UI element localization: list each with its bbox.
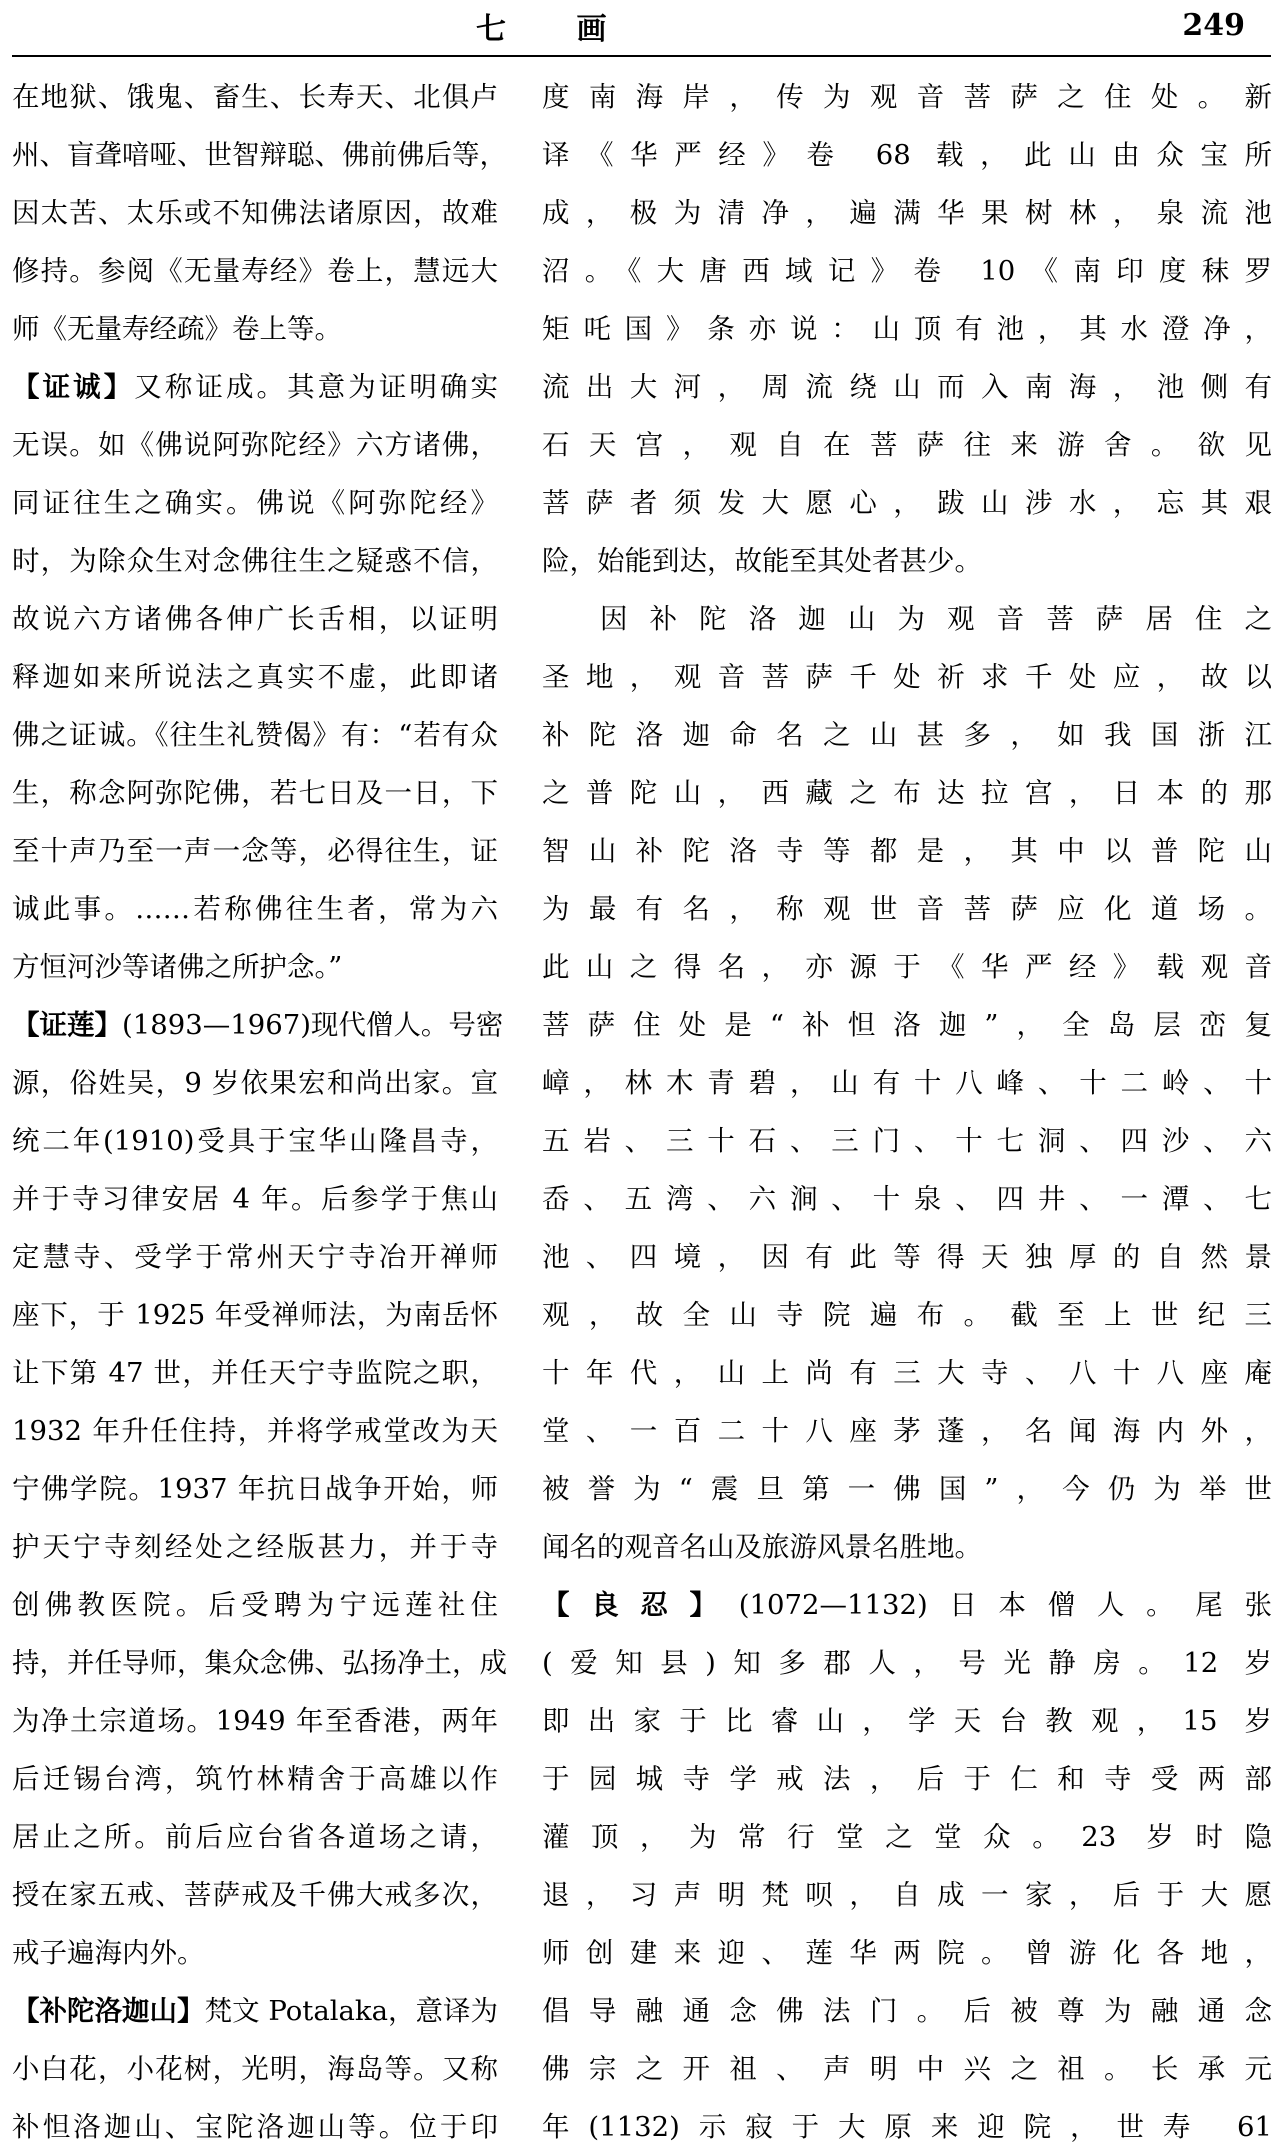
running-header xyxy=(0,0,1279,62)
text-line xyxy=(12,1228,498,1286)
line-text: 为最有名，称观世音菩萨应化道场。 xyxy=(542,893,1272,925)
text-line xyxy=(12,996,504,1054)
line-text: 灌顶，为常行堂之堂众。23 岁时隐 xyxy=(542,1821,1272,1853)
text-line xyxy=(542,126,1272,184)
entry-headword: 【证莲】 xyxy=(12,1009,122,1041)
line-text: 生，称念阿弥陀佛，若七日及一日，下 xyxy=(12,777,498,809)
text-line xyxy=(12,1402,498,1460)
line-text: 此山之得名，亦源于《华严经》载观音 xyxy=(542,951,1272,983)
text-line xyxy=(542,822,1272,880)
text-line xyxy=(542,242,1272,300)
text-line xyxy=(542,1402,1272,1460)
text-line xyxy=(12,1692,498,1750)
text-line xyxy=(12,648,498,706)
text-line xyxy=(542,590,1272,648)
text-line xyxy=(12,126,507,184)
line-text: 梵文 Potalaka，意译为 xyxy=(204,1995,498,2027)
line-text: 于园城寺学戒法，后于仁和寺受两部 xyxy=(542,1763,1272,1795)
text-line xyxy=(542,1750,1272,1808)
text-line xyxy=(542,1924,1272,1982)
text-line xyxy=(12,2040,498,2098)
text-line xyxy=(542,2040,1272,2098)
line-text: 小白花，小花树，光明，海岛等。又称 xyxy=(12,2053,498,2085)
line-text: (1893—1967)现代僧人。号密 xyxy=(122,1009,504,1041)
text-line xyxy=(542,1576,1272,1634)
page-number: 249 xyxy=(1182,8,1245,43)
line-text: 岙、五湾、六涧、十泉、四井、一潭、七 xyxy=(542,1183,1272,1215)
line-text: 1932 年升任住持，并将学戒堂改为天 xyxy=(12,1415,498,1447)
text-line xyxy=(542,1286,1272,1344)
text-line xyxy=(542,1112,1272,1170)
text-line xyxy=(542,532,1272,590)
text-line xyxy=(12,822,498,880)
line-text: 流出大河，周流绕山而入南海，池侧有 xyxy=(542,371,1272,403)
line-text: 居止之所。前后应台省各道场之请， xyxy=(12,1821,498,1853)
text-line xyxy=(12,1460,498,1518)
line-text: 年(1132)示寂于大原来迎院，世寿 61 xyxy=(542,2111,1272,2143)
entry-headword: 【补陀洛迦山】 xyxy=(12,1995,205,2027)
line-text: 又称证成。其意为证明确实 xyxy=(134,371,499,403)
line-text: 为净土宗道场。1949 年至香港，两年 xyxy=(12,1705,498,1737)
text-line xyxy=(542,416,1272,474)
text-line xyxy=(12,1750,498,1808)
line-text: 度南海岸，传为观音菩萨之住处。新 xyxy=(542,81,1272,113)
line-text: 后迁锡台湾，筑竹林精舍于高雄以作 xyxy=(12,1763,498,1795)
text-line xyxy=(542,1982,1272,2040)
line-text: 圣地，观音菩萨千处祈求千处应，故以 xyxy=(542,661,1272,693)
line-text: 石天宫，观自在菩萨往来游舍。欲见 xyxy=(542,429,1272,461)
line-text: 补怛洛迦山、宝陀洛迦山等。位于印 xyxy=(12,2111,498,2143)
text-line xyxy=(542,648,1272,706)
text-line xyxy=(542,1808,1272,1866)
text-line xyxy=(12,358,498,416)
line-text: 因补陀洛迦山为观音菩萨居住之 xyxy=(600,603,1272,635)
line-text: 十年代，山上尚有三大寺、八十八座庵 xyxy=(542,1357,1272,1389)
text-line xyxy=(542,996,1272,1054)
line-text: 并于寺习律安居 4 年。后参学于焦山 xyxy=(12,1183,498,1215)
text-line xyxy=(542,1460,1272,1518)
text-line xyxy=(542,764,1272,822)
line-text: 堂、一百二十八座茅蓬，名闻海内外， xyxy=(542,1415,1272,1447)
line-text: 险，始能到达，故能至其处者甚少。 xyxy=(542,545,982,577)
line-text: 宁佛学院。1937 年抗日战争开始，师 xyxy=(12,1473,498,1505)
line-text: 统二年(1910)受具于宝华山隆昌寺， xyxy=(12,1125,498,1157)
line-text: 州、盲聋喑哑、世智辩聪、佛前佛后等， xyxy=(12,139,507,171)
text-line xyxy=(542,2098,1272,2156)
text-line xyxy=(12,1286,498,1344)
text-line xyxy=(12,1112,498,1170)
text-line xyxy=(542,1518,1272,1576)
text-line xyxy=(542,1634,1272,1692)
left-column xyxy=(12,68,507,2143)
text-line xyxy=(542,1228,1272,1286)
line-text: (爱知县)知多郡人，号光静房。12 岁 xyxy=(542,1647,1272,1679)
line-text: 之普陀山，西藏之布达拉宫，日本的那 xyxy=(542,777,1272,809)
line-text: 成，极为清净，遍满华果树林，泉流池 xyxy=(542,197,1272,229)
text-line xyxy=(542,1344,1272,1402)
text-line xyxy=(542,938,1272,996)
line-text: 时，为除众生对念佛往生之疑惑不信， xyxy=(12,545,498,577)
line-text: 嶂，林木青碧，山有十八峰、十二岭、十 xyxy=(542,1067,1272,1099)
text-line xyxy=(542,358,1272,416)
text-line xyxy=(12,1054,498,1112)
text-line xyxy=(12,1170,498,1228)
right-column xyxy=(542,68,1272,2143)
line-text: 在地狱、饿鬼、畜生、长寿天、北俱卢 xyxy=(12,81,498,113)
text-line xyxy=(12,1982,498,2040)
line-text: 定慧寺、受学于常州天宁寺冶开禅师 xyxy=(12,1241,498,1273)
line-text: 源，俗姓吴，9 岁依果宏和尚出家。宣 xyxy=(12,1067,498,1099)
line-text: 矩吒国》条亦说：山顶有池，其水澄净， xyxy=(542,313,1272,345)
line-text: 即出家于比睿山，学天台教观，15 岁 xyxy=(542,1705,1272,1737)
text-line xyxy=(12,1924,498,1982)
line-text: 菩萨住处是“补怛洛迦”，全岛层峦复 xyxy=(542,1009,1272,1041)
line-text: 智山补陀洛寺等都是，其中以普陀山 xyxy=(542,835,1272,867)
line-text: 诚此事。……若称佛往生者，常为六 xyxy=(12,893,498,925)
text-line xyxy=(12,590,498,648)
line-text: 菩萨者须发大愿心，跋山涉水，忘其艰 xyxy=(542,487,1272,519)
entry-headword: 【证诚】 xyxy=(12,371,135,403)
section-title: 七 画 xyxy=(476,12,637,47)
text-line xyxy=(12,880,498,938)
text-line xyxy=(542,474,1272,532)
text-line xyxy=(542,880,1272,938)
line-text: 护天宁寺刻经处之经版甚力，并于寺 xyxy=(12,1531,498,1563)
line-text: 因太苦、太乐或不知佛法诸原因，故难 xyxy=(12,197,498,229)
line-text: 观，故全山寺院遍布。截至上世纪三 xyxy=(542,1299,1272,1331)
text-line xyxy=(12,184,498,242)
text-line xyxy=(542,68,1272,126)
text-line xyxy=(12,300,498,358)
line-text: 让下第 47 世，并任天宁寺监院之职， xyxy=(12,1357,498,1389)
line-text: 闻名的观音名山及旅游风景名胜地。 xyxy=(542,1531,982,1563)
text-line xyxy=(542,1692,1272,1750)
line-text: 释迦如来所说法之真实不虚，此即诸 xyxy=(12,661,498,693)
text-line xyxy=(12,416,498,474)
text-line xyxy=(542,1054,1272,1112)
text-line xyxy=(12,938,498,996)
text-line xyxy=(12,706,498,764)
line-text: 座下，于 1925 年受禅师法，为南岳怀 xyxy=(12,1299,498,1331)
text-line xyxy=(12,764,498,822)
line-text: 方恒河沙等诸佛之所护念。” xyxy=(12,951,343,983)
text-line xyxy=(12,1344,498,1402)
line-text: 佛之证诚。《往生礼赞偈》有：“若有众 xyxy=(12,719,498,751)
text-line xyxy=(542,706,1272,764)
line-text: 同证往生之确实。佛说《阿弥陀经》 xyxy=(12,487,498,519)
line-text: 戒子遍海内外。 xyxy=(12,1937,205,1969)
line-text: 沼。《大唐西域记》卷 10《南印度秣罗 xyxy=(542,255,1272,287)
text-line xyxy=(12,68,498,126)
text-line xyxy=(542,184,1272,242)
header-rule xyxy=(12,55,1271,57)
line-text: 创佛教医院。后受聘为宁远莲社住 xyxy=(12,1589,498,1621)
line-text: (1072—1132)日本僧人。尾张 xyxy=(738,1589,1272,1621)
line-text: 佛宗之开祖、声明中兴之祖。长承元 xyxy=(542,2053,1272,2085)
text-line xyxy=(12,1518,498,1576)
text-line xyxy=(542,300,1272,358)
text-line xyxy=(12,2098,498,2156)
line-text: 译《华严经》卷 68 载，此山由众宝所 xyxy=(542,139,1272,171)
line-text: 池、四境，因有此等得天独厚的自然景 xyxy=(542,1241,1272,1273)
text-line xyxy=(12,1576,498,1634)
text-line xyxy=(12,1634,507,1692)
line-text: 持，并任导师，集众念佛、弘扬净土，成 xyxy=(12,1647,507,1679)
text-line xyxy=(12,1808,498,1866)
line-text: 无误。如《佛说阿弥陀经》六方诸佛， xyxy=(12,429,498,461)
line-text: 五岩、三十石、三门、十七洞、四沙、六 xyxy=(542,1125,1272,1157)
text-line xyxy=(12,474,498,532)
line-text: 授在家五戒、菩萨戒及千佛大戒多次， xyxy=(12,1879,498,1911)
line-text: 退，习声明梵呗，自成一家，后于大愿 xyxy=(542,1879,1272,1911)
line-text: 补陀洛迦命名之山甚多，如我国浙江 xyxy=(542,719,1272,751)
text-line xyxy=(12,242,498,300)
line-text: 被誉为“震旦第一佛国”，今仍为举世 xyxy=(542,1473,1272,1505)
line-text: 至十声乃至一声一念等，必得往生，证 xyxy=(12,835,498,867)
text-line xyxy=(542,1866,1272,1924)
line-text: 师创建来迎、莲华两院。曾游化各地， xyxy=(542,1937,1272,1969)
line-text: 修持。参阅《无量寿经》卷上，慧远大 xyxy=(12,255,498,287)
entry-headword: 【良忍】 xyxy=(542,1589,739,1621)
line-text: 倡导融通念佛法门。后被尊为融通念 xyxy=(542,1995,1272,2027)
text-line xyxy=(542,1170,1272,1228)
line-text: 师《无量寿经疏》卷上等。 xyxy=(12,313,342,345)
text-line xyxy=(12,532,498,590)
text-line xyxy=(12,1866,498,1924)
line-text: 故说六方诸佛各伸广长舌相，以证明 xyxy=(12,603,498,635)
